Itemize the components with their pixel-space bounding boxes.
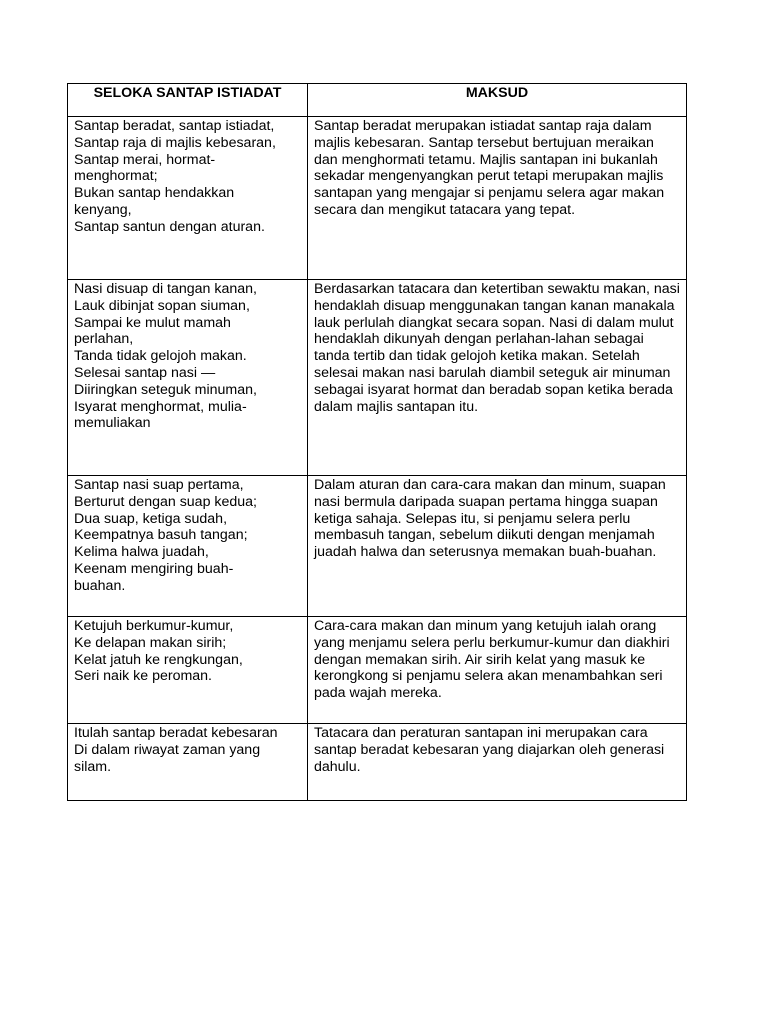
table-row xyxy=(68,617,687,724)
table-row xyxy=(68,476,687,617)
maksud-text: Santap beradat merupakan istiadat santap raja dalam majlis kebesaran. Santap tersebut bertujuan meraikan dan menghormati tetamu. Majlis santapan ini bukanlah sekadar mengenyangkan perut tetapi merupakan majlis santapan yang mengajar si penjamu selera agar makan secara dan mengikut tatacara yang tepat. xyxy=(314,118,665,218)
header-maksud-label: MAKSUD xyxy=(465,85,529,101)
header-seloka-label: SELOKA SANTAP ISTIADAT xyxy=(93,85,282,101)
maksud-text: Berdasarkan tatacara dan ketertiban sewaktu makan, nasi hendaklah disuap menggunakan tangan kanan manakala lauk perlulah diangkat secara sopan. Nasi di dalam mulut hendaklah dikunyah dengan perlahan-lahan sebagai tanda tertib dan tidak gelojoh ketika makan. Setelah selesai makan nasi barulah diambil seteguk air minuman sebagai isyarat hormat dan beradab sopan ketika berada dalam majlis santapan itu. xyxy=(314,281,680,415)
seloka-table xyxy=(67,83,687,801)
maksud-cell xyxy=(308,617,687,724)
table-row xyxy=(68,117,687,280)
maksud-text: Dalam aturan dan cara-cara makan dan minum, suapan nasi bermula daripada suapan pertama hingga suapan ketiga sahaja. Selepas itu, si penjamu selera perlu membasuh tangan, sebelum diikuti dengan menjamah juadah halwa dan seterusnya memakan buah-buahan. xyxy=(314,477,666,561)
maksud-text: Cara-cara makan dan minum yang ketujuh ialah orang yang menjamu selera perlu berkumur-kumur dan diakhiri dengan memakan sirih. Air sirih kelat yang masuk ke kerongkong si penjamu selera akan menambahkan seri pada wajah mereka. xyxy=(314,618,670,702)
table-header-row xyxy=(68,84,687,117)
table-row xyxy=(68,280,687,476)
seloka-text: Itulah santap beradat kebesaran Di dalam riwayat zaman yang silam. xyxy=(74,725,278,775)
maksud-cell xyxy=(308,724,687,801)
seloka-text: Ketujuh berkumur-kumur, Ke delapan makan sirih; Kelat jatuh ke rengkungan, Seri naik ke peroman. xyxy=(74,618,243,685)
maksud-cell xyxy=(308,117,687,280)
maksud-cell xyxy=(308,280,687,476)
seloka-text: Nasi disuap di tangan kanan, Lauk dibinjat sopan siuman, Sampai ke mulut mamah perlahan, Tanda tidak gelojoh makan. Selesai santap nasi — Diiringkan seteguk minuman, Isyarat menghormat, mulia- memuliakan xyxy=(74,281,257,432)
seloka-cell xyxy=(68,117,308,280)
seloka-text: Santap beradat, santap istiadat, Santap raja di majlis kebesaran, Santap merai, hormat- menghormat; Bukan santap hendakkan kenyang, Santap santun dengan aturan. xyxy=(74,118,276,235)
seloka-cell xyxy=(68,617,308,724)
table-row xyxy=(68,724,687,801)
header-maksud xyxy=(308,84,687,117)
seloka-cell xyxy=(68,476,308,617)
header-seloka xyxy=(68,84,308,117)
seloka-cell xyxy=(68,724,308,801)
maksud-text: Tatacara dan peraturan santapan ini merupakan cara santap beradat kebesaran yang diajarkan oleh generasi dahulu. xyxy=(314,725,665,775)
seloka-cell xyxy=(68,280,308,476)
maksud-cell xyxy=(308,476,687,617)
seloka-text: Santap nasi suap pertama, Berturut dengan suap kedua; Dua suap, ketiga sudah, Keempatnya basuh tangan; Kelima halwa juadah, Keenam mengiring buah- buahan. xyxy=(74,477,257,594)
